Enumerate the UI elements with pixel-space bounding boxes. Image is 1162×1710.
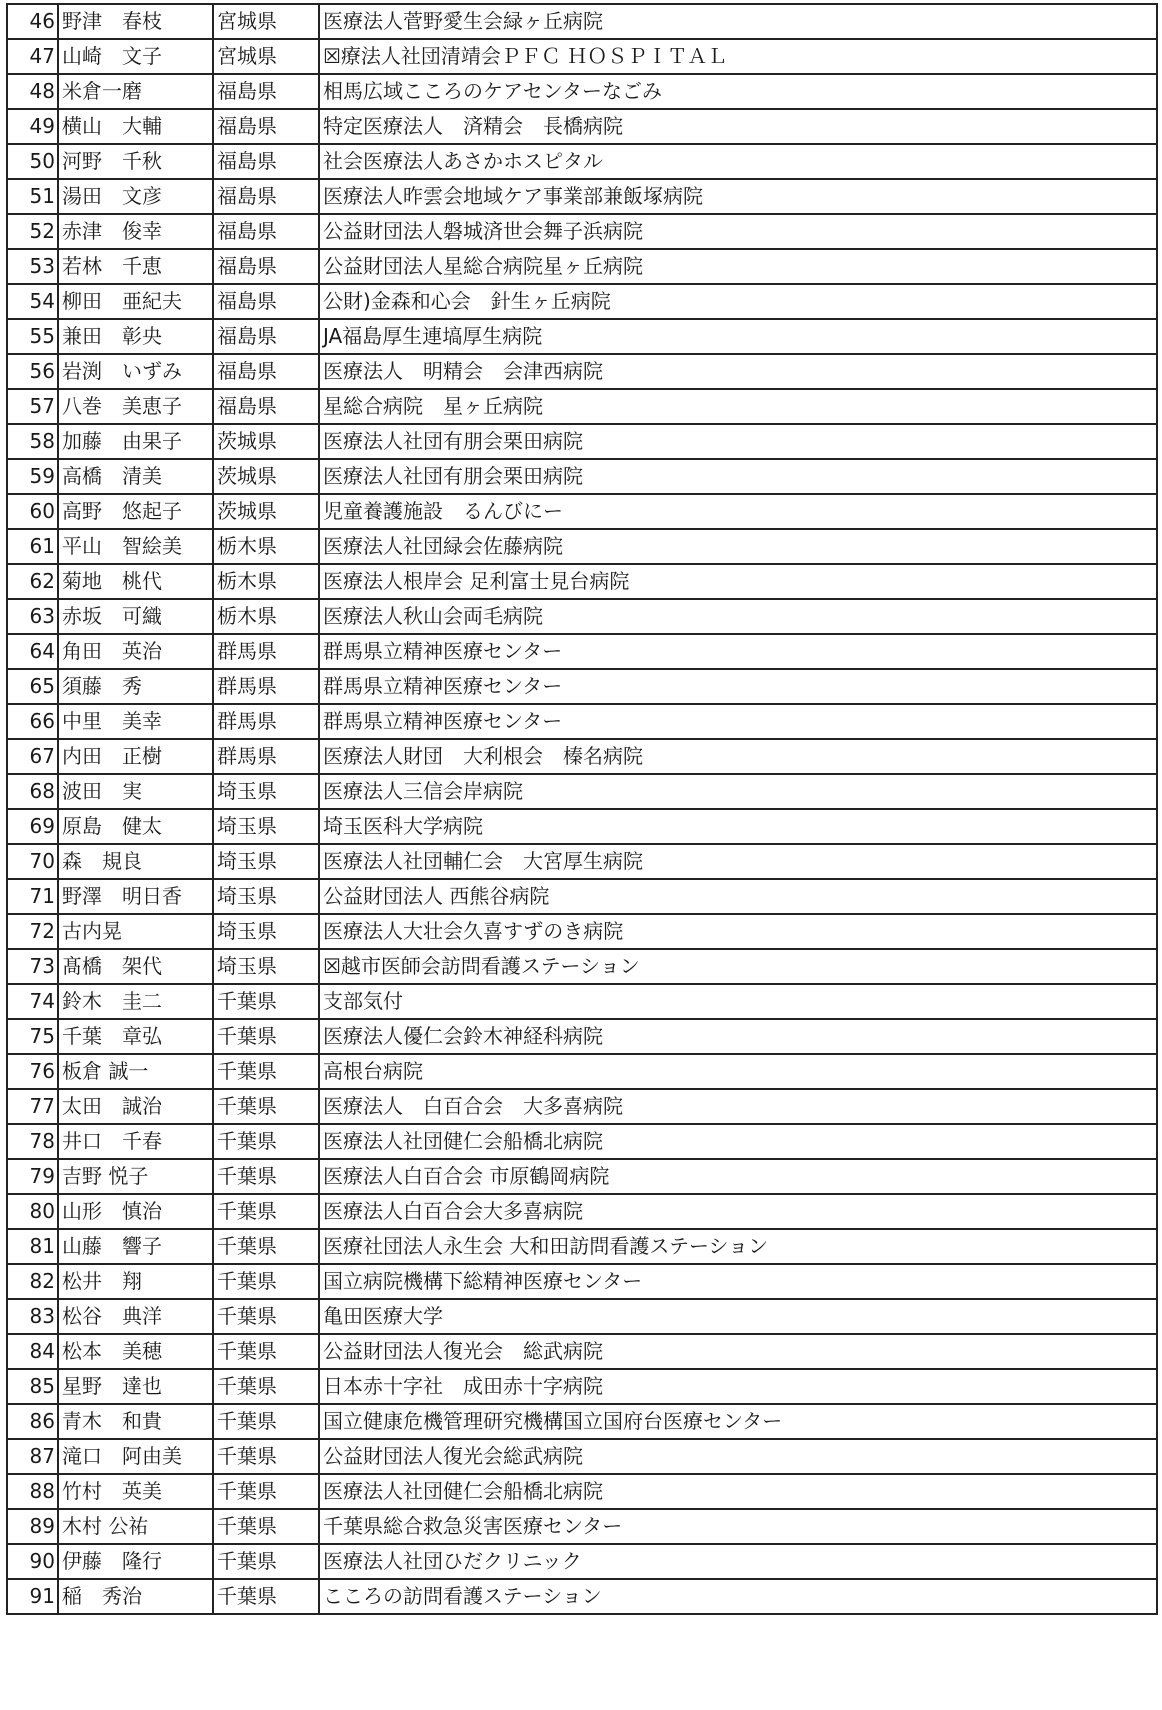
organization: 医療法人 明精会 会津西病院 [319, 354, 1157, 389]
organization: 医療法人社団有朋会栗田病院 [319, 424, 1157, 459]
person-name: 湯田 文彦 [58, 179, 213, 214]
row-number: 83 [7, 1299, 58, 1334]
prefecture: 千葉県 [213, 1474, 319, 1509]
organization: 医療法人根岸会 足利富士見台病院 [319, 564, 1157, 599]
person-name: 中里 美幸 [58, 704, 213, 739]
person-name: 森 規良 [58, 844, 213, 879]
prefecture: 茨城県 [213, 494, 319, 529]
table-row [7, 179, 1157, 214]
prefecture: 埼玉県 [213, 774, 319, 809]
table-row [7, 1579, 1157, 1614]
row-number: 61 [7, 529, 58, 564]
organization: 医療法人社団緑会佐藤病院 [319, 529, 1157, 564]
organization: 群馬県立精神医療センター [319, 634, 1157, 669]
person-name: 角田 英治 [58, 634, 213, 669]
prefecture: 福島県 [213, 144, 319, 179]
table-row [7, 1229, 1157, 1264]
person-name: 古内晃 [58, 914, 213, 949]
row-number: 90 [7, 1544, 58, 1579]
prefecture: 群馬県 [213, 739, 319, 774]
table-row [7, 109, 1157, 144]
table-row [7, 1299, 1157, 1334]
prefecture: 千葉県 [213, 1439, 319, 1474]
row-number: 74 [7, 984, 58, 1019]
roster-body [7, 4, 1157, 1614]
table-row [7, 1474, 1157, 1509]
prefecture: 福島県 [213, 214, 319, 249]
person-name: 星野 達也 [58, 1369, 213, 1404]
row-number: 48 [7, 74, 58, 109]
prefecture: 千葉県 [213, 1194, 319, 1229]
table-row [7, 1019, 1157, 1054]
person-name: 伊藤 隆行 [58, 1544, 213, 1579]
organization: ☒療法人社団清靖会ＰＦＣ ＨＯＳＰＩＴＡＬ [319, 39, 1157, 74]
row-number: 62 [7, 564, 58, 599]
person-name: 柳田 亜紀夫 [58, 284, 213, 319]
person-name: 青木 和貴 [58, 1404, 213, 1439]
person-name: 太田 誠治 [58, 1089, 213, 1124]
row-number: 60 [7, 494, 58, 529]
organization: 公益財団法人磐城済世会舞子浜病院 [319, 214, 1157, 249]
prefecture: 宮城県 [213, 4, 319, 39]
row-number: 54 [7, 284, 58, 319]
organization: 医療法人秋山会両毛病院 [319, 599, 1157, 634]
person-name: 吉野 悦子 [58, 1159, 213, 1194]
organization: 高根台病院 [319, 1054, 1157, 1089]
table-row [7, 1544, 1157, 1579]
table-row [7, 4, 1157, 39]
row-number: 86 [7, 1404, 58, 1439]
prefecture: 埼玉県 [213, 879, 319, 914]
prefecture: 千葉県 [213, 1089, 319, 1124]
table-row [7, 1369, 1157, 1404]
prefecture: 茨城県 [213, 459, 319, 494]
prefecture: 福島県 [213, 179, 319, 214]
table-row [7, 284, 1157, 319]
person-name: 竹村 英美 [58, 1474, 213, 1509]
table-row [7, 809, 1157, 844]
person-name: 須藤 秀 [58, 669, 213, 704]
row-number: 57 [7, 389, 58, 424]
organization: 特定医療法人 済精会 長橋病院 [319, 109, 1157, 144]
prefecture: 福島県 [213, 389, 319, 424]
row-number: 84 [7, 1334, 58, 1369]
row-number: 47 [7, 39, 58, 74]
row-number: 70 [7, 844, 58, 879]
row-number: 71 [7, 879, 58, 914]
row-number: 52 [7, 214, 58, 249]
table-row [7, 564, 1157, 599]
row-number: 89 [7, 1509, 58, 1544]
person-name: 菊地 桃代 [58, 564, 213, 599]
prefecture: 埼玉県 [213, 809, 319, 844]
person-name: 松谷 典洋 [58, 1299, 213, 1334]
organization: 埼玉医科大学病院 [319, 809, 1157, 844]
table-row [7, 249, 1157, 284]
organization: 医療法人白百合会 市原鶴岡病院 [319, 1159, 1157, 1194]
prefecture: 千葉県 [213, 1544, 319, 1579]
person-name: 髙橋 架代 [58, 949, 213, 984]
organization: ☒越市医師会訪問看護ステーション [319, 949, 1157, 984]
row-number: 53 [7, 249, 58, 284]
person-name: 野津 春枝 [58, 4, 213, 39]
prefecture: 栃木県 [213, 599, 319, 634]
row-number: 75 [7, 1019, 58, 1054]
organization: 日本赤十字社 成田赤十字病院 [319, 1369, 1157, 1404]
table-row [7, 704, 1157, 739]
table-row [7, 494, 1157, 529]
prefecture: 千葉県 [213, 1159, 319, 1194]
prefecture: 福島県 [213, 354, 319, 389]
person-name: 千葉 章弘 [58, 1019, 213, 1054]
prefecture: 千葉県 [213, 1404, 319, 1439]
prefecture: 栃木県 [213, 529, 319, 564]
table-row [7, 1439, 1157, 1474]
organization: 医療法人三信会岸病院 [319, 774, 1157, 809]
prefecture: 宮城県 [213, 39, 319, 74]
prefecture: 千葉県 [213, 1124, 319, 1159]
person-name: 井口 千春 [58, 1124, 213, 1159]
table-row [7, 459, 1157, 494]
person-name: 赤津 俊幸 [58, 214, 213, 249]
organization: 医療法人社団健仁会船橋北病院 [319, 1474, 1157, 1509]
person-name: 若林 千恵 [58, 249, 213, 284]
row-number: 87 [7, 1439, 58, 1474]
table-row [7, 1334, 1157, 1369]
organization: 星総合病院 星ヶ丘病院 [319, 389, 1157, 424]
prefecture: 千葉県 [213, 1019, 319, 1054]
organization: 公益財団法人復光会総武病院 [319, 1439, 1157, 1474]
table-row [7, 529, 1157, 564]
row-number: 59 [7, 459, 58, 494]
organization: 国立健康危機管理研究機構国立国府台医療センター [319, 1404, 1157, 1439]
table-row [7, 1159, 1157, 1194]
prefecture: 千葉県 [213, 1054, 319, 1089]
prefecture: 茨城県 [213, 424, 319, 459]
table-row [7, 1264, 1157, 1299]
person-name: 河野 千秋 [58, 144, 213, 179]
table-row [7, 214, 1157, 249]
row-number: 63 [7, 599, 58, 634]
table-row [7, 844, 1157, 879]
prefecture: 埼玉県 [213, 914, 319, 949]
row-number: 91 [7, 1579, 58, 1614]
table-row [7, 1194, 1157, 1229]
row-number: 77 [7, 1089, 58, 1124]
row-number: 56 [7, 354, 58, 389]
person-name: 滝口 阿由美 [58, 1439, 213, 1474]
prefecture: 群馬県 [213, 704, 319, 739]
row-number: 88 [7, 1474, 58, 1509]
organization: 相馬広域こころのケアセンターなごみ [319, 74, 1157, 109]
row-number: 80 [7, 1194, 58, 1229]
prefecture: 千葉県 [213, 1369, 319, 1404]
row-number: 72 [7, 914, 58, 949]
organization: 医療法人社団輔仁会 大宮厚生病院 [319, 844, 1157, 879]
row-number: 69 [7, 809, 58, 844]
row-number: 81 [7, 1229, 58, 1264]
table-row [7, 424, 1157, 459]
prefecture: 千葉県 [213, 984, 319, 1019]
organization: 医療法人 白百合会 大多喜病院 [319, 1089, 1157, 1124]
row-number: 49 [7, 109, 58, 144]
organization: 公財)金森和心会 針生ヶ丘病院 [319, 284, 1157, 319]
row-number: 51 [7, 179, 58, 214]
person-name: 鈴木 圭二 [58, 984, 213, 1019]
person-name: 赤坂 可織 [58, 599, 213, 634]
table-row [7, 669, 1157, 704]
row-number: 64 [7, 634, 58, 669]
organization: 群馬県立精神医療センター [319, 704, 1157, 739]
organization: 医療法人大壮会久喜すずのき病院 [319, 914, 1157, 949]
table-row [7, 1509, 1157, 1544]
organization: 医療法人社団健仁会船橋北病院 [319, 1124, 1157, 1159]
table-row [7, 774, 1157, 809]
table-row [7, 1054, 1157, 1089]
person-name: 木村 公祐 [58, 1509, 213, 1544]
prefecture: 千葉県 [213, 1334, 319, 1369]
person-name: 米倉一磨 [58, 74, 213, 109]
table-row [7, 354, 1157, 389]
row-number: 50 [7, 144, 58, 179]
organization: こころの訪問看護ステーション [319, 1579, 1157, 1614]
prefecture: 埼玉県 [213, 949, 319, 984]
row-number: 66 [7, 704, 58, 739]
person-name: 山形 慎治 [58, 1194, 213, 1229]
organization: 公益財団法人 西熊谷病院 [319, 879, 1157, 914]
person-name: 高野 悠起子 [58, 494, 213, 529]
prefecture: 栃木県 [213, 564, 319, 599]
row-number: 67 [7, 739, 58, 774]
organization: 亀田医療大学 [319, 1299, 1157, 1334]
organization: 医療法人社団ひだクリニック [319, 1544, 1157, 1579]
table-row [7, 319, 1157, 354]
row-number: 55 [7, 319, 58, 354]
table-row [7, 984, 1157, 1019]
prefecture: 福島県 [213, 109, 319, 144]
organization: 社会医療法人あさかホスピタル [319, 144, 1157, 179]
organization: 公益財団法人星総合病院星ヶ丘病院 [319, 249, 1157, 284]
prefecture: 福島県 [213, 284, 319, 319]
person-name: 平山 智絵美 [58, 529, 213, 564]
prefecture: 千葉県 [213, 1229, 319, 1264]
organization: 医療法人昨雲会地域ケア事業部兼飯塚病院 [319, 179, 1157, 214]
person-name: 内田 正樹 [58, 739, 213, 774]
prefecture: 福島県 [213, 74, 319, 109]
table-row [7, 1089, 1157, 1124]
organization: 千葉県総合救急災害医療センター [319, 1509, 1157, 1544]
organization: 医療法人菅野愛生会緑ヶ丘病院 [319, 4, 1157, 39]
prefecture: 福島県 [213, 249, 319, 284]
prefecture: 群馬県 [213, 669, 319, 704]
table-row [7, 74, 1157, 109]
person-name: 岩渕 いずみ [58, 354, 213, 389]
organization: 医療法人社団有朋会栗田病院 [319, 459, 1157, 494]
organization: 医療法人優仁会鈴木神経科病院 [319, 1019, 1157, 1054]
person-name: 原島 健太 [58, 809, 213, 844]
person-name: 板倉 誠一 [58, 1054, 213, 1089]
row-number: 79 [7, 1159, 58, 1194]
person-name: 兼田 彰央 [58, 319, 213, 354]
person-name: 加藤 由果子 [58, 424, 213, 459]
prefecture: 福島県 [213, 319, 319, 354]
table-row [7, 599, 1157, 634]
organization: 国立病院機構下総精神医療センター [319, 1264, 1157, 1299]
table-row [7, 1404, 1157, 1439]
organization: JA福島厚生連塙厚生病院 [319, 319, 1157, 354]
organization: 支部気付 [319, 984, 1157, 1019]
row-number: 82 [7, 1264, 58, 1299]
row-number: 46 [7, 4, 58, 39]
row-number: 65 [7, 669, 58, 704]
table-row [7, 389, 1157, 424]
person-name: 波田 実 [58, 774, 213, 809]
person-name: 山藤 響子 [58, 1229, 213, 1264]
table-row [7, 39, 1157, 74]
person-name: 野澤 明日香 [58, 879, 213, 914]
row-number: 78 [7, 1124, 58, 1159]
prefecture: 千葉県 [213, 1579, 319, 1614]
table-row [7, 879, 1157, 914]
person-name: 山崎 文子 [58, 39, 213, 74]
table-row [7, 914, 1157, 949]
person-name: 松井 翔 [58, 1264, 213, 1299]
prefecture: 千葉県 [213, 1299, 319, 1334]
row-number: 68 [7, 774, 58, 809]
person-name: 松本 美穂 [58, 1334, 213, 1369]
prefecture: 千葉県 [213, 1509, 319, 1544]
organization: 医療法人財団 大利根会 榛名病院 [319, 739, 1157, 774]
prefecture: 千葉県 [213, 1264, 319, 1299]
organization: 児童養護施設 るんびにー [319, 494, 1157, 529]
person-name: 稲 秀治 [58, 1579, 213, 1614]
roster-table [6, 3, 1158, 1615]
table-row [7, 739, 1157, 774]
row-number: 73 [7, 949, 58, 984]
table-row [7, 634, 1157, 669]
organization: 医療法人白百合会大多喜病院 [319, 1194, 1157, 1229]
prefecture: 埼玉県 [213, 844, 319, 879]
organization: 医療社団法人永生会 大和田訪問看護ステーション [319, 1229, 1157, 1264]
organization: 群馬県立精神医療センター [319, 669, 1157, 704]
row-number: 85 [7, 1369, 58, 1404]
organization: 公益財団法人復光会 総武病院 [319, 1334, 1157, 1369]
person-name: 八巻 美恵子 [58, 389, 213, 424]
row-number: 76 [7, 1054, 58, 1089]
prefecture: 群馬県 [213, 634, 319, 669]
table-row [7, 949, 1157, 984]
person-name: 高橋 清美 [58, 459, 213, 494]
row-number: 58 [7, 424, 58, 459]
person-name: 横山 大輔 [58, 109, 213, 144]
table-row [7, 1124, 1157, 1159]
table-row [7, 144, 1157, 179]
